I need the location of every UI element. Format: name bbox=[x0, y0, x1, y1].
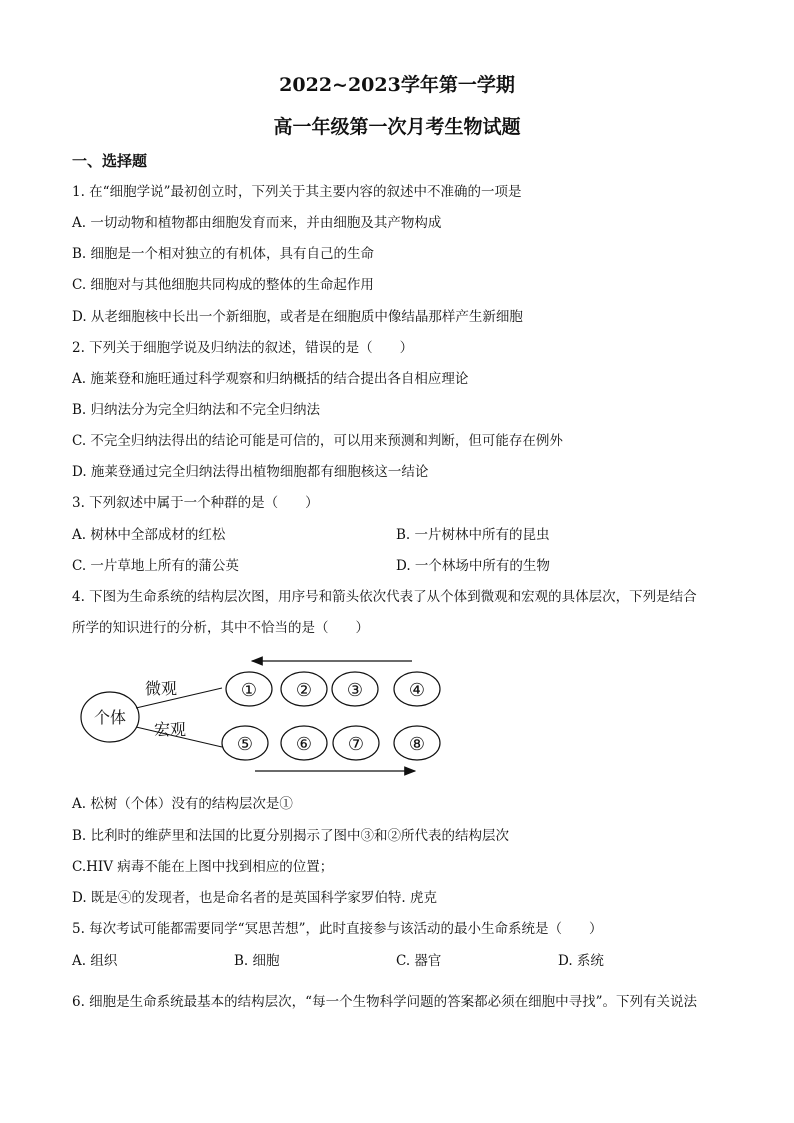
q4-option-a: A. 松树（个体）没有的结构层次是① bbox=[72, 796, 293, 812]
q5-option-d: D. 系统 bbox=[558, 953, 604, 969]
micro-label: 微观 bbox=[145, 679, 178, 698]
q3-stem: 3. 下列叙述中属于一个种群的是（ ） bbox=[72, 495, 319, 511]
macro-node-7-label: ⑦ bbox=[347, 734, 365, 755]
micro-node-3-label: ③ bbox=[346, 680, 364, 701]
q2-stem: 2. 下列关于细胞学说及归纳法的叙述，错误的是（ ） bbox=[72, 340, 414, 356]
q2-option-a: A. 施莱登和施旺通过科学观察和归纳概括的结合提出各自相应理论 bbox=[72, 371, 469, 387]
year-title: 2022~2023学年第一学期 bbox=[279, 74, 515, 96]
macro-node-6-label: ⑥ bbox=[295, 734, 313, 755]
q4-stem-line1: 4. 下图为生命系统的结构层次图，用序号和箭头依次代表了从个体到微观和宏观的具体层次，下列是结合 bbox=[72, 589, 697, 605]
q3-option-b: B. 一片树林中所有的昆虫 bbox=[396, 527, 550, 543]
micro-node-2-label: ② bbox=[295, 680, 313, 701]
q2-option-b: B. 归纳法分为完全归纳法和不完全归纳法 bbox=[72, 402, 321, 418]
q1-option-a: A. 一切动物和植物都由细胞发育而来，并由细胞及其产物构成 bbox=[72, 215, 442, 231]
macro-node-8-label: ⑧ bbox=[408, 734, 426, 755]
q3-option-c: C. 一片草地上所有的蒲公英 bbox=[72, 558, 239, 574]
q1-option-b: B. 细胞是一个相对独立的有机体，具有自己的生命 bbox=[72, 246, 375, 262]
q4-option-b: B. 比利时的维萨里和法国的比夏分别揭示了图中③和②所代表的结构层次 bbox=[72, 828, 510, 844]
section-heading: 一、选择题 bbox=[72, 152, 148, 170]
q2-option-d: D. 施莱登通过完全归纳法得出植物细胞都有细胞核这一结论 bbox=[72, 464, 429, 480]
life-system-diagram bbox=[70, 650, 460, 785]
individual-label: 个体 bbox=[93, 708, 127, 727]
q1-option-c: C. 细胞对与其他细胞共同构成的整体的生命起作用 bbox=[72, 277, 374, 293]
q1-stem: 1. 在“细胞学说”最初创立时，下列关于其主要内容的叙述中不准确的一项是 bbox=[72, 184, 522, 200]
q1-option-d: D. 从老细胞核中长出一个新细胞，或者是在细胞质中像结晶那样产生新细胞 bbox=[72, 309, 523, 325]
micro-node-4-label: ④ bbox=[408, 680, 426, 701]
exam-title: 高一年级第一次月考生物试题 bbox=[273, 116, 521, 138]
q5-option-a: A. 组织 bbox=[72, 953, 118, 969]
q3-option-d: D. 一个林场中所有的生物 bbox=[396, 558, 550, 574]
q3-option-a: A. 树林中全部成材的红松 bbox=[72, 527, 226, 543]
q4-option-d: D. 既是④的发现者，也是命名者的是英国科学家罗伯特. 虎克 bbox=[72, 890, 438, 906]
micro-node-1-label: ① bbox=[240, 680, 258, 701]
q4-stem-line2: 所学的知识进行的分析，其中不恰当的是（ ） bbox=[72, 620, 369, 636]
macro-label: 宏观 bbox=[154, 720, 187, 739]
macro-node-5-label: ⑤ bbox=[236, 734, 254, 755]
q2-option-c: C. 不完全归纳法得出的结论可能是可信的，可以用来预测和判断，但可能存在例外 bbox=[72, 433, 563, 449]
q6-stem: 6. 细胞是生命系统最基本的结构层次，“每一个生物科学问题的答案都必须在细胞中寻找”。下列有关说法 bbox=[72, 994, 697, 1010]
q4-option-c: C.HIV 病毒不能在上图中找到相应的位置； bbox=[72, 859, 334, 875]
q5-option-b: B. 细胞 bbox=[234, 953, 280, 969]
q5-option-c: C. 器官 bbox=[396, 953, 442, 969]
q5-stem: 5. 每次考试可能都需要同学“冥思苦想”，此时直接参与该活动的最小生命系统是（ ） bbox=[72, 921, 603, 937]
